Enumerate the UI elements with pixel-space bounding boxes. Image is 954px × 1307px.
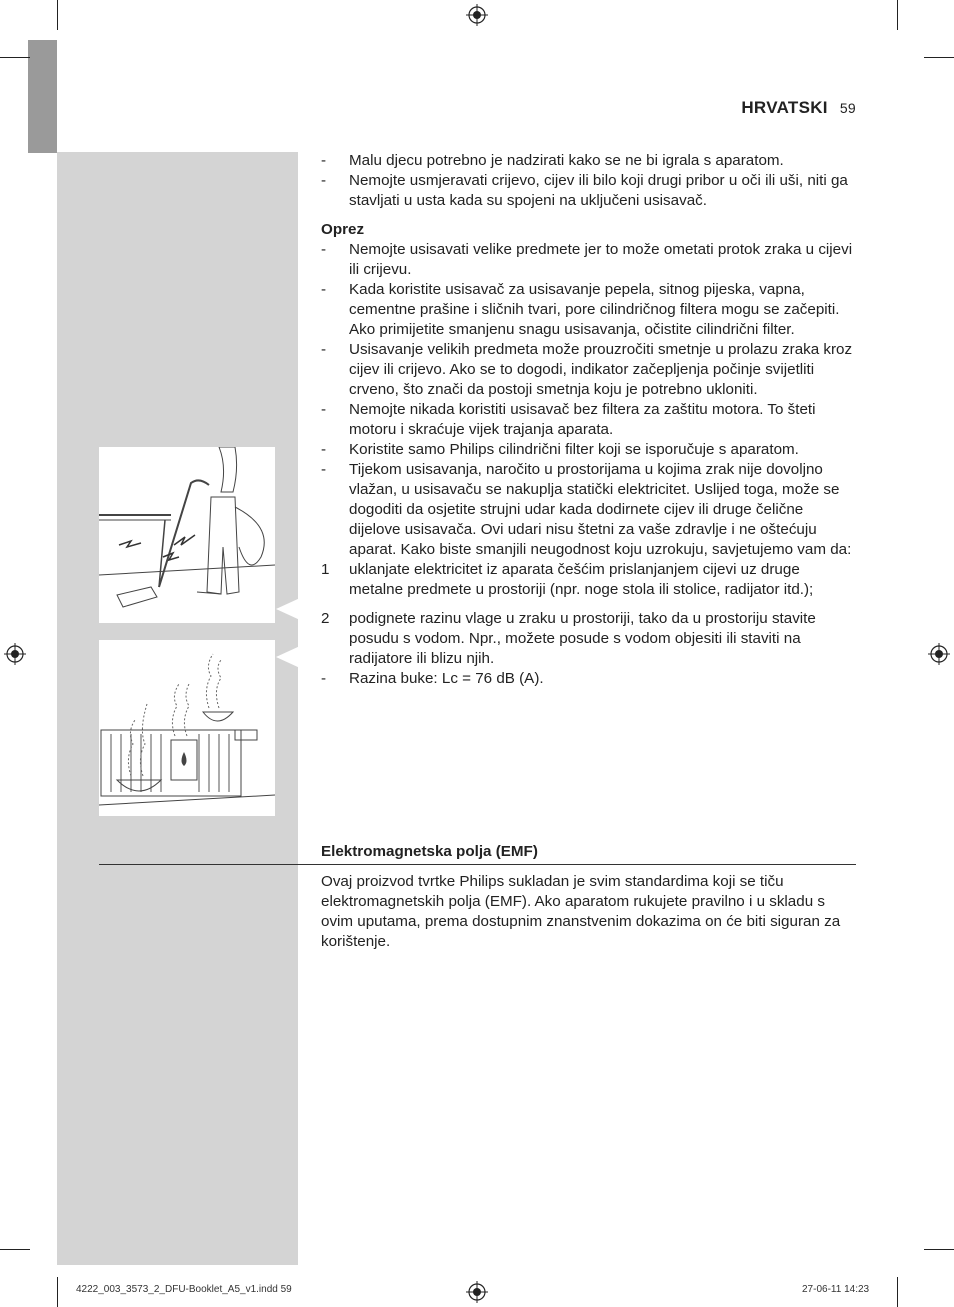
emf-paragraph: Ovaj proizvod tvrtke Philips sukladan je svim standardima koji se tiču elektromagnetskih polja (EMF). Ako aparatom rukujete pravilno i u skladu s ovim uputama, prema dostupnim znanstvenim dokazima on će biti siguran za korištenje. (321, 873, 841, 950)
radiator-water-bowls-illustration (99, 640, 275, 816)
footer-file: 4222_003_3573_2_DFU-Booklet_A5_v1.indd 59 (76, 1284, 292, 1295)
callout-pointer (276, 598, 300, 620)
list-item: - Nemojte usisavati velike predmete jer to može ometati protok zraka u cijevi ili crijevu. (321, 241, 853, 278)
crop-mark (0, 1249, 30, 1250)
crop-mark (57, 0, 58, 30)
callout-pointer (276, 646, 300, 668)
list-item: - Nemojte nikada koristiti usisavač bez filtera za zaštitu motora. To šteti motoru i skraćuje vijek trajanja aparata. (321, 401, 816, 438)
list-item: - Usisavanje velikih predmeta može prouzročiti smetnje u prolazu zraka kroz cijev ili crijevo. Ako se to dogodi, indikator začepljenja počinje svijetliti crveno, što znači da postoji smetnja koju je potrebno ukloniti. (321, 341, 853, 398)
list-item: - Malu djecu potrebno je nadzirati kako se ne bi igrala s aparatom. (321, 152, 784, 169)
list-item: - Tijekom usisavanja, naročito u prostorijama u kojima zrak nije dovoljno vlažan, u usisavaču se nakuplja statički elektricitet. Uslijed toga, može se dogoditi da osjetite strujni udar kada dodirnete cijev ili druge čelične dijelove usisavača. Ovi udari nisu štetni za vaše zdravlje i ne oštećuju aparat. Kako biste smanjili neugodnost koju uzrokuju, savjetujemo vam da: (321, 461, 852, 558)
language-title: HRVATSKI (741, 98, 828, 117)
page-number: 59 (839, 100, 856, 116)
numbered-item: 2 podignete razinu vlage u zraku u prostoriji, tako da u prostoriju stavite posudu s vodom. Npr., možete posude s vodom objesiti ili staviti na radijatore ili blizu njih. (321, 610, 816, 667)
crop-mark (924, 1249, 954, 1250)
list-item: - Nemojte usmjeravati crijevo, cijev ili bilo koji drugi pribor u oči ili uši, niti ga stavljati u usta kada su spojeni na uključeni usisavač. (321, 172, 848, 209)
crop-mark (924, 57, 954, 58)
list-item: - Razina buke: Lc = 76 dB (A). (321, 670, 544, 687)
emf-heading: Elektromagnetska polja (EMF) (321, 843, 538, 860)
crop-mark (897, 1277, 898, 1307)
language-tab (28, 40, 57, 153)
list-item: - Koristite samo Philips cilindrični filter koji se isporučuje s aparatom. (321, 441, 799, 458)
footer-date: 27-06-11 14:23 (802, 1284, 870, 1295)
crop-mark (57, 1277, 58, 1307)
page-header (741, 98, 856, 118)
registration-mark-icon (4, 643, 26, 665)
section-divider (99, 864, 856, 865)
registration-mark-icon (466, 1281, 488, 1303)
registration-mark-icon (928, 643, 950, 665)
vacuum-static-shock-illustration (99, 447, 275, 623)
registration-mark-icon (466, 4, 488, 26)
crop-mark (897, 0, 898, 30)
list-item: - Kada koristite usisavač za usisavanje pepela, sitnog pijeska, vapna, cementne prašine i sličnih tvari, pore cilindričnog filtera mogu se začepiti. Ako primijetite smanjenu snagu usisavanja, očistite cilindrični filter. (321, 281, 840, 338)
caution-heading: Oprez (321, 221, 365, 238)
numbered-item: 1 uklanjate elektricitet iz aparata češćim prislanjanjem cijevi uz druge metalne predmete u prostoriji (npr. noge stola ili stolice, radijator itd.); (321, 561, 814, 598)
main-content (321, 151, 856, 689)
crop-mark (0, 57, 30, 58)
